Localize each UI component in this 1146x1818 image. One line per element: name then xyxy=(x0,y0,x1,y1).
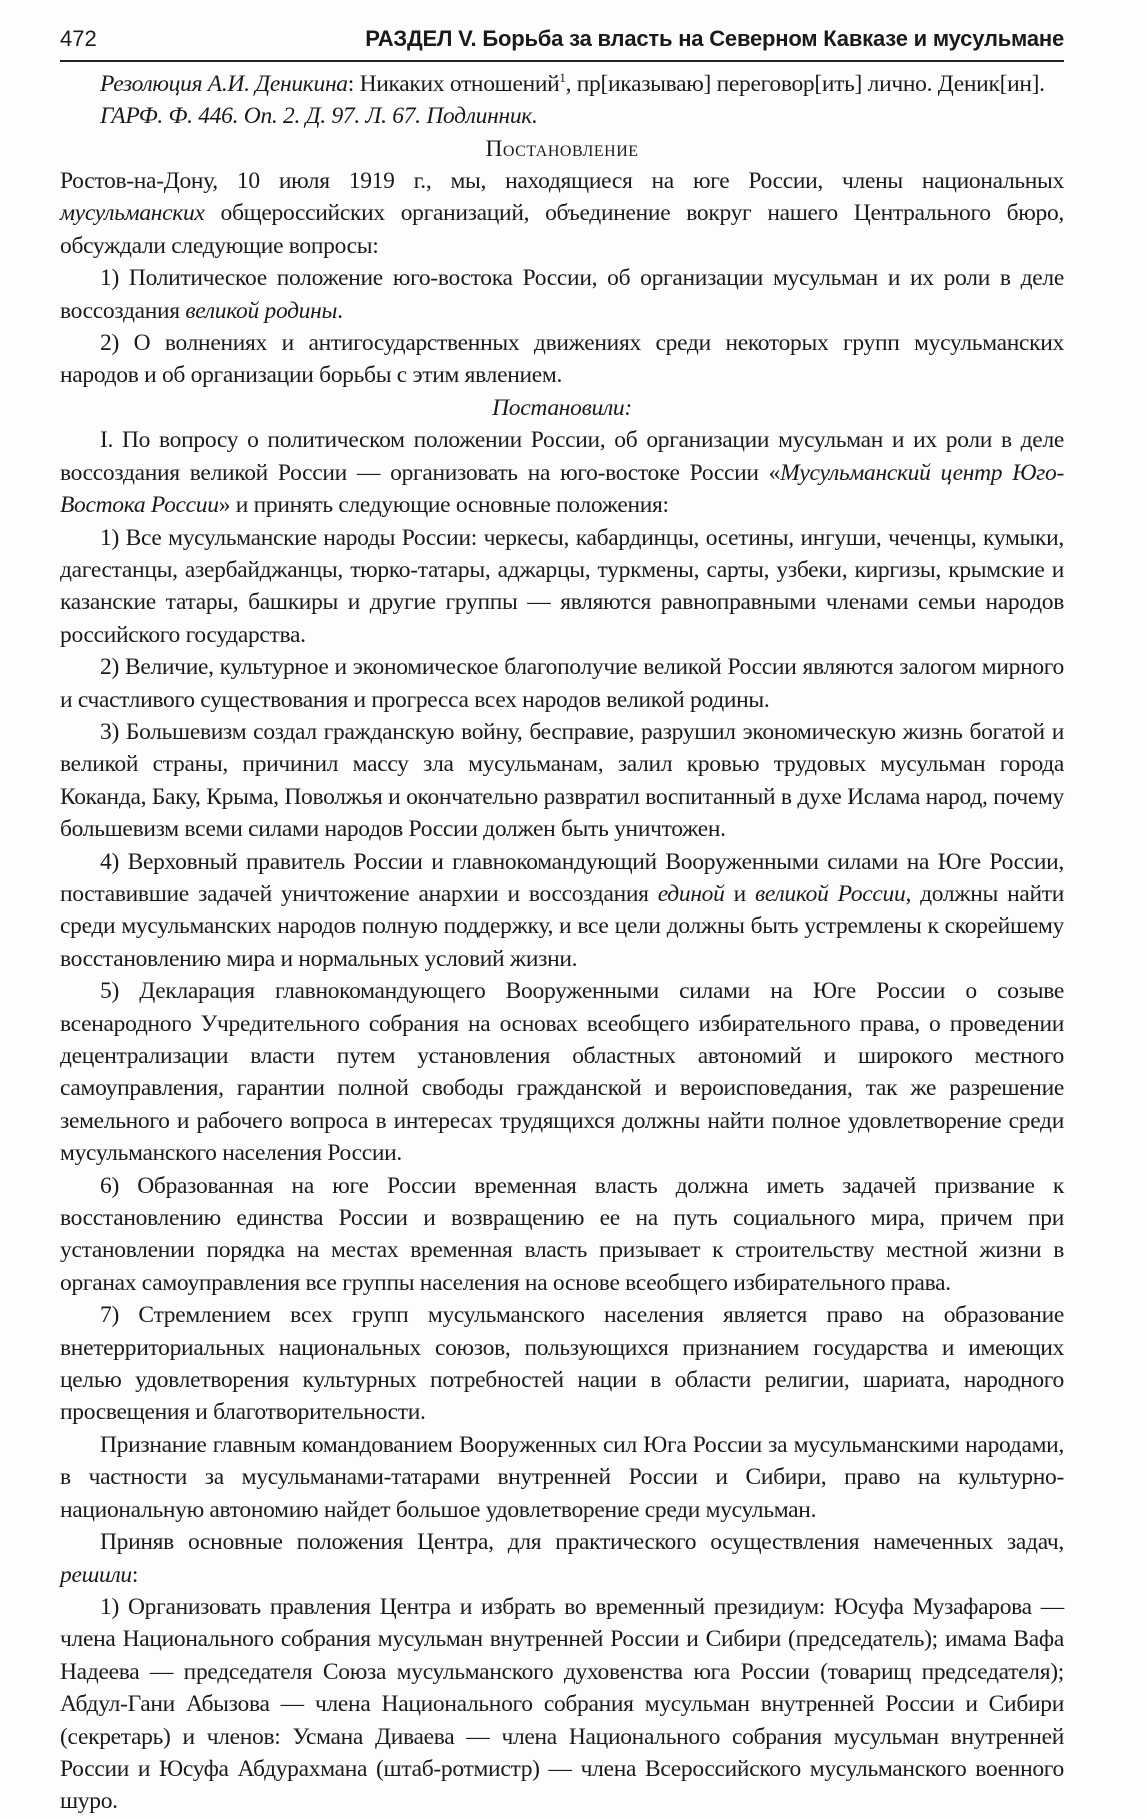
resolution-label: Резолюция А.И. Деникина xyxy=(100,70,348,97)
book-page xyxy=(60,22,1064,1818)
point-6: 6) Образованная на юге России временная власть должна иметь задачей призвание к восстановлению единства России и возвращению ее на путь социального мира, причем при установлении порядка на местах временная власть призывает к строительству местной жизни в органах самоуправления все группы населения на основе всеобщего избирательного права. xyxy=(60,1172,1064,1296)
resolution-paragraph xyxy=(60,62,1064,100)
running-header xyxy=(60,22,1064,62)
decided-italic: решили xyxy=(60,1561,132,1588)
part-1-text: I. По вопросу о политическом положении России, об организации мусульман и их роли в деле воссоздания великой России — организовать на юго-востоке России « xyxy=(60,427,1064,486)
point-2: 2) Величие, культурное и экономическое благополучие великой России являются залогом мирного и счастливого существования и прогресса всех народов великой родины. xyxy=(60,654,1064,713)
point-4-italic-2: великой России xyxy=(755,880,906,907)
point-4-end: , должны найти среди мусульманских народов полную поддержку, и все цели должны быть устремлены к скорейшему восстановлению мира и нормальных условий жизни. xyxy=(60,880,1064,972)
point-1: 1) Все мусульманские народы России: черкесы, кабардинцы, осетины, ингуши, чеченцы, кумыки, дагестанцы, азербайджанцы, тюрко-татары, аджарцы, туркмены, сарты, узбеки, киргизы, крымские и казанские татары, башкиры и другие группы — являются равноправными членами семьи народов российского государства. xyxy=(60,524,1064,648)
part-1-italic: Мусульманский центр Юго-Востока России xyxy=(60,459,1064,519)
resolution-text: : Никаких отношений xyxy=(347,70,560,97)
question-1-text: 1) Политическое положение юго-востока России, об организации мусульман и их роли в деле воссоздания xyxy=(60,265,1064,324)
page-number: 472 xyxy=(60,26,97,51)
intro-paragraph xyxy=(60,165,1064,262)
document-body xyxy=(60,62,1064,1818)
point-7: 7) Стремлением всех групп мусульманского населения является право на образование внетерриториальных национальных союзов, пользующихся признанием государства и имеющих целью удовлетворения культурных потребностей нации в области религии, шариата, народного просвещения и благотворительности. xyxy=(60,1302,1064,1426)
point-4-italic-1: единой xyxy=(657,880,725,907)
point-5: 5) Декларация главнокомандующего Вооруженными силами на Юге России о созыве всенародного Учредительного собрания на основах всеобщего избирательного права, о проведении децентрализации власти путем установления областных автономий и широкого местного самоуправления, гарантии полной свободы гражданской и вероисповедания, так же разрешение земельного и рабочего вопроса в интересах трудящихся должны найти полное удовлетворение среди мусульманского населения России. xyxy=(60,978,1064,1167)
adopting-paragraph xyxy=(60,1526,1064,1591)
intro-italic: мусульманских xyxy=(60,200,205,227)
archive-reference: ГАРФ. Ф. 446. Оп. 2. Д. 97. Л. 67. Подлинник. xyxy=(100,103,538,130)
question-1-end: . xyxy=(337,297,343,324)
point-4-mid: и xyxy=(724,880,755,907)
decision-1: 1) Организовать правления Центра и избрать во временный президиум: Юсуфа Музафарова — члена Национального собрания мусульман внутренней России и Сибири (председатель); имама Вафа Надеева — председателя Союза мусульманского духовенства юга России (товарищ председателя); Абдул-Гани Абызова — члена Национального собрания мусульман внутренней России и Сибири (секретарь) и членов: Усмана Диваева — члена Национального собрания мусульман внутренней России и Юсуфа Абдурахмана (штаб-ротмистр) — члена Всероссийского мусульманского военного шуро. xyxy=(60,1593,1064,1815)
point-4-text: 4) Верховный правитель России и главнокомандующий Вооруженными силами на Юге России, поставившие задачей уничтожение анархии и воссоздания xyxy=(60,848,1064,907)
recognition-paragraph: Признание главным командованием Вооруженных сил Юга России за мусульманскими народами, в частности за мусульманами-татарами внутренней России и Сибири, право на культурно-национальную автономию найдет большое удовлетворение среди мусульман. xyxy=(60,1431,1064,1523)
document-title: Постановление xyxy=(485,135,639,162)
point-4 xyxy=(60,846,1064,976)
resolution-text-end: , пр[иказываю] переговор[ить] лично. Деник[ин]. xyxy=(565,70,1045,97)
part-1-end: » и принять следующие основные положения: xyxy=(218,492,669,519)
decided-colon: : xyxy=(131,1561,139,1588)
intro-text-end: общероссийских организаций, объединение вокруг нашего Центрального бюро, обсуждали следующие вопросы: xyxy=(60,200,1064,259)
question-1-italic: великой родины xyxy=(185,297,338,324)
adopting-text: Приняв основные положения Центра, для практического осуществления намеченных задач, xyxy=(100,1529,1064,1556)
footnote-ref[interactable]: 1 xyxy=(559,70,566,85)
part-1-paragraph xyxy=(60,424,1064,521)
question-1 xyxy=(60,262,1064,327)
intro-text: Ростов-на-Дону, 10 июля 1919 г., мы, находящиеся на юге России, члены национальных xyxy=(60,168,1064,195)
question-2: 2) О волнениях и антигосударственных движениях среди некоторых групп мусульманских народов и об организации борьбы с этим явлением. xyxy=(60,330,1064,389)
resolved-heading: Постановили: xyxy=(492,394,632,421)
point-3: 3) Большевизм создал гражданскую войну, бесправие, разрушил экономическую жизнь богатой и великой страны, причинил массу зла мусульманам, залил кровью трудовых мусульман города Коканда, Баку, Крыма, Поволжья и окончательно развратил воспитанный в духе Ислама народ, почему большевизм всеми силами народов России должен быть уничтожен. xyxy=(60,718,1064,843)
section-title: РАЗДЕЛ V. Борьба за власть на Северном Кавказе и мусульмане xyxy=(365,26,1064,51)
